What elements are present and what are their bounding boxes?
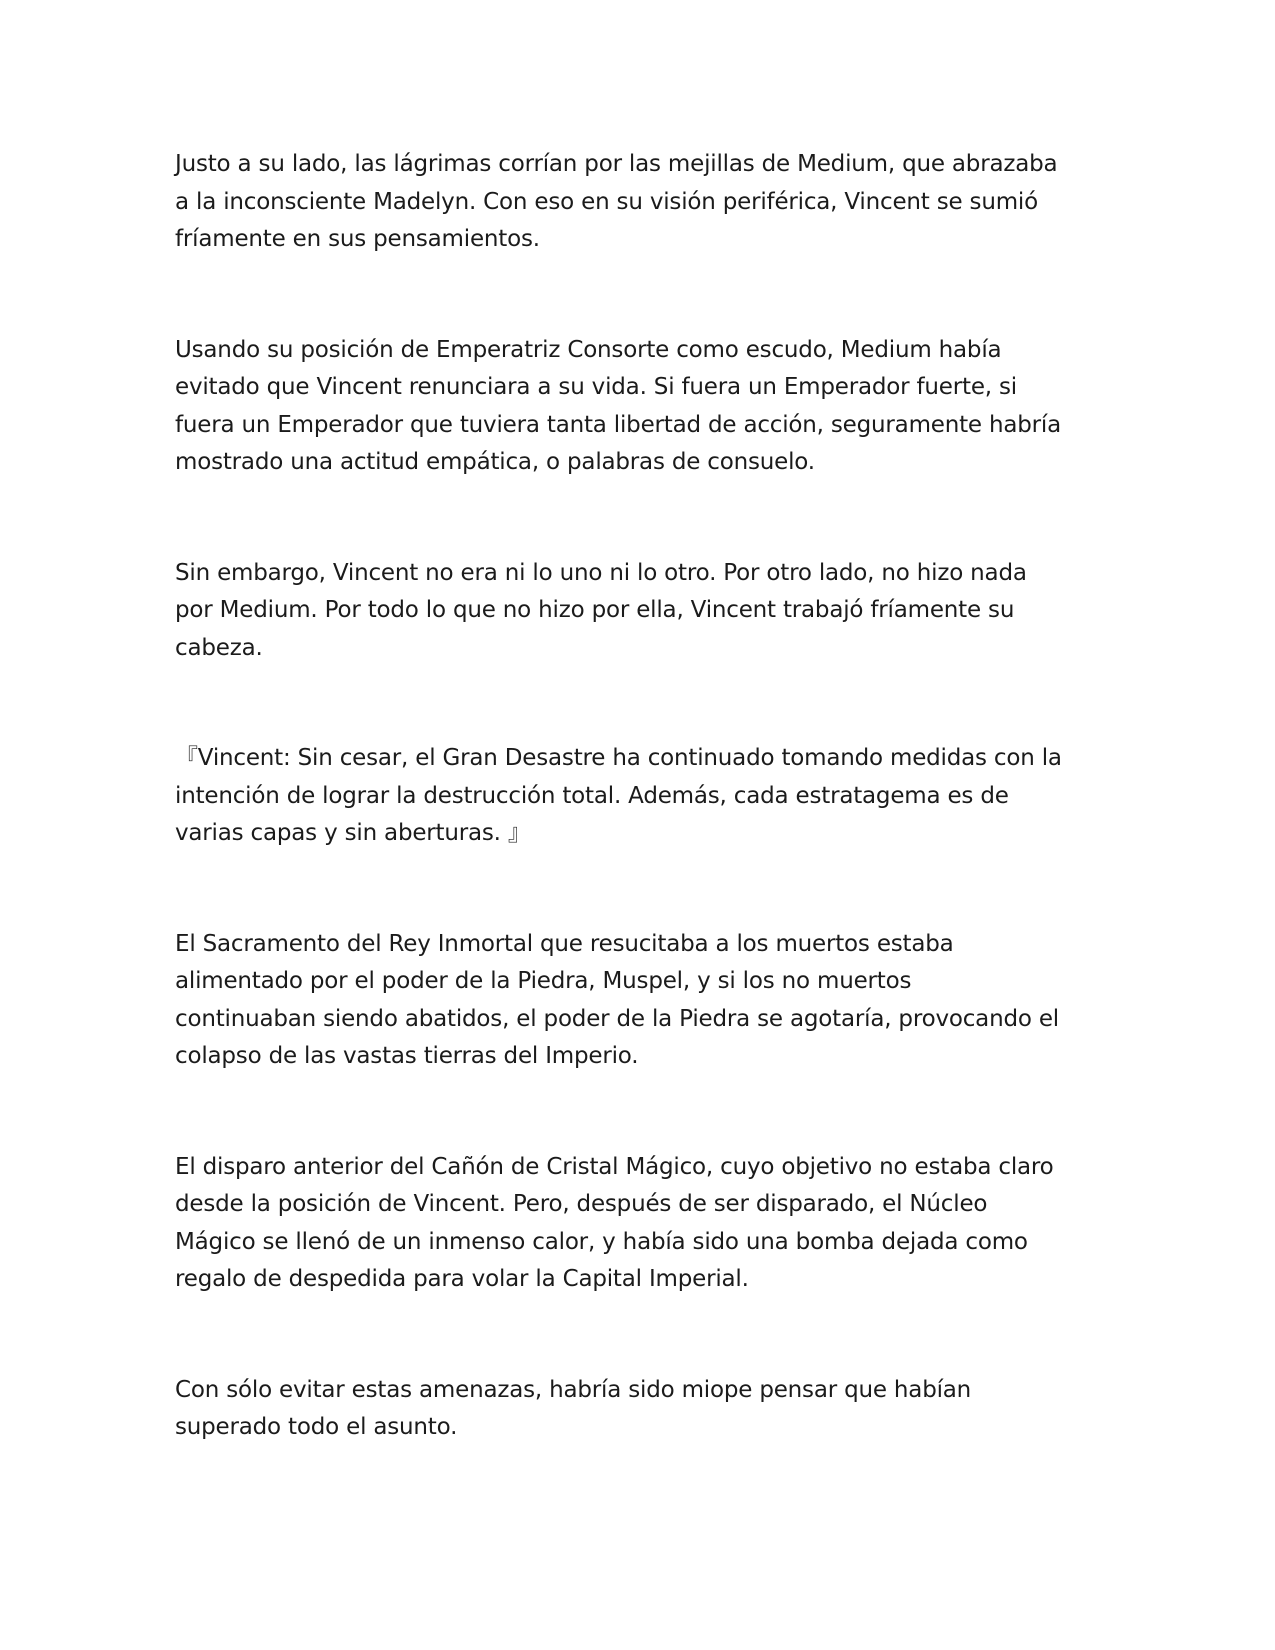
text-line: Sin embargo, Vincent no era ni lo uno ni lo otro. Por otro lado, no hizo nada	[175, 559, 1027, 586]
paragraph	[175, 555, 1100, 668]
text-line: Con sólo evitar estas amenazas, habría sido miope pensar que habían	[175, 1376, 972, 1403]
body-text	[175, 146, 1100, 1447]
paragraph	[175, 146, 1100, 259]
text-line: El Sacramento del Rey Inmortal que resucitaba a los muertos estaba	[175, 930, 954, 957]
dialogue-paragraph	[175, 740, 1100, 853]
text-line: a la inconsciente Madelyn. Con eso en su visión periférica, Vincent se sumió	[175, 188, 1038, 215]
text-line: El disparo anterior del Cañón de Cristal Mágico, cuyo objetivo no estaba claro	[175, 1153, 1054, 1180]
text-line: superado todo el asunto.	[175, 1414, 458, 1440]
text-line: 『Vincent: Sin cesar, el Gran Desastre ha continuado tomando medidas con la	[175, 745, 1062, 771]
paragraph	[175, 1372, 1100, 1447]
text-line: colapso de las vastas tierras del Imperio.	[175, 1043, 639, 1069]
text-line: desde la posición de Vincent. Pero, después de ser disparado, el Núcleo	[175, 1191, 988, 1217]
text-line: intención de lograr la destrucción total. Además, cada estratagema es de	[175, 782, 1009, 809]
text-line: fríamente en sus pensamientos.	[175, 226, 540, 252]
text-line: regalo de despedida para volar la Capital Imperial.	[175, 1266, 749, 1292]
paragraph	[175, 332, 1100, 482]
paragraph	[175, 1149, 1100, 1299]
text-line: Justo a su lado, las lágrimas corrían por las mejillas de Medium, que abrazaba	[175, 151, 1058, 177]
text-line: alimentado por el poder de la Piedra, Muspel, y si los no muertos	[175, 968, 912, 994]
text-line: Usando su posición de Emperatriz Consorte como escudo, Medium había	[175, 336, 1002, 363]
text-line: continuaban siendo abatidos, el poder de la Piedra se agotaría, provocando el	[175, 1005, 1059, 1032]
text-line: por Medium. Por todo lo que no hizo por ella, Vincent trabajó fríamente su	[175, 597, 1015, 623]
text-line: Mágico se llenó de un inmenso calor, y había sido una bomba dejada como	[175, 1228, 1028, 1255]
text-line: varias capas y sin aberturas. 』	[175, 820, 531, 846]
text-line: evitado que Vincent renunciara a su vida. Si fuera un Emperador fuerte, si	[175, 374, 1017, 400]
text-line: cabeza.	[175, 634, 263, 661]
text-line: fuera un Emperador que tuviera tanta libertad de acción, seguramente habría	[175, 411, 1061, 438]
paragraph	[175, 926, 1100, 1076]
text-line: mostrado una actitud empática, o palabras de consuelo.	[175, 449, 815, 475]
